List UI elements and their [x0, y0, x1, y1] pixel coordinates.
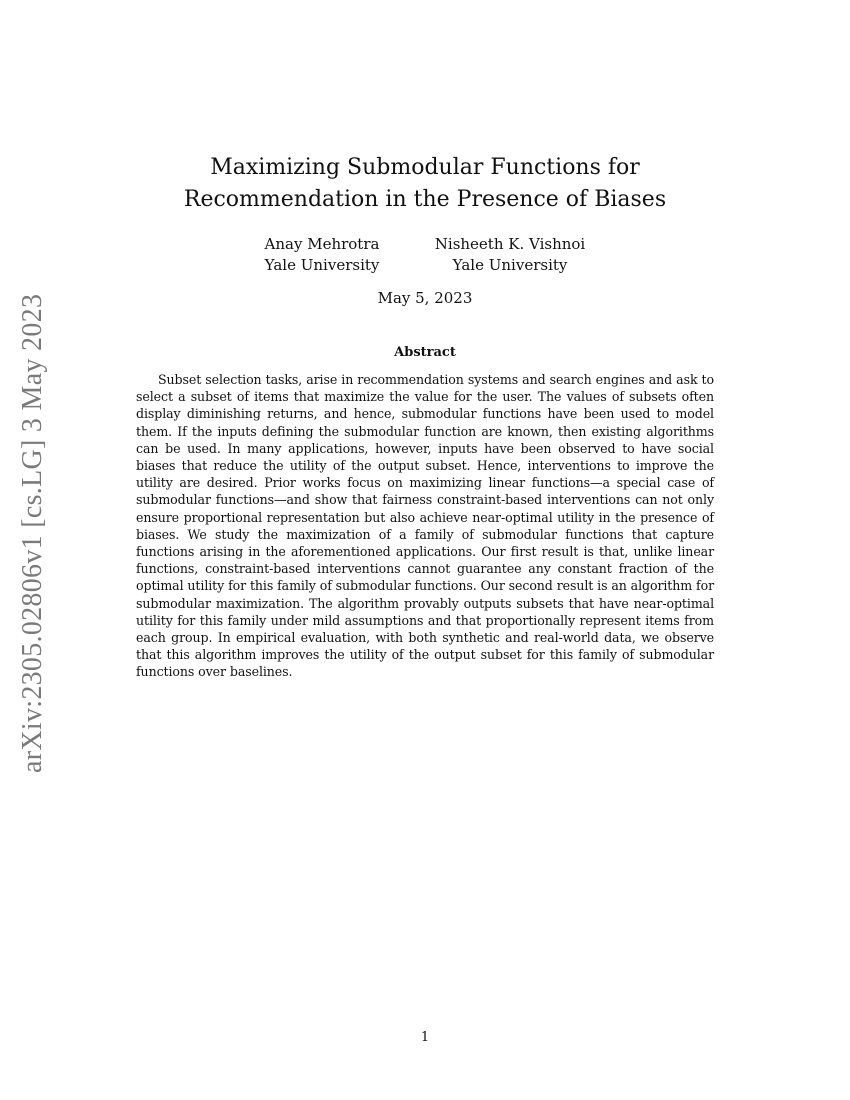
abstract-heading: Abstract	[394, 345, 456, 360]
paper-title-line-2: Recommendation in the Presence of Biases	[183, 187, 667, 212]
author-block	[0, 234, 850, 274]
author-1-name: Anay Mehrotra	[264, 235, 380, 253]
paper-title	[100, 152, 750, 216]
author-1-affiliation: Yale University	[264, 256, 380, 274]
page-number: 1	[420, 1030, 430, 1045]
abstract-body: Subset selection tasks, arise in recommendation systems and search engines and ask to select a subset of items that maximize the value for the user. The values of subsets often display diminishing returns, and hence, submodular functions have been used to model them. If the inputs defining the submodular function are known, then existing algorithms can be used. In many applications, however, inputs have been observed to have social biases that reduce the utility of the output subset. Hence, interventions to improve the utility are desired. Prior works focus on maximizing linear functions—a special case of submodular functions—and show that fairness constraint-based interventions can not only ensure proportional representation but also achieve near-optimal utility in the presence of biases. We study the maximization of a family of submodular functions that capture functions arising in the aforementioned applications. Our first result is that, unlike linear functions, constraint-based interventions cannot guarantee any constant fraction of the optimal utility for this family of submodular functions. Our second result is an algorithm for submodular maximization. The algorithm provably outputs subsets that have near-optimal utility for this family under mild assumptions and that proportionally represent items from each group. In empirical evaluation, with both synthetic and real-world data, we observe that this algorithm improves the utility of the output subset for this family of submodular functions over baselines.	[136, 372, 714, 680]
publication-date: May 5, 2023	[377, 289, 473, 307]
author-2-name: Nisheeth K. Vishnoi	[434, 235, 586, 253]
arxiv-identifier-text: arXiv:2305.02806v1 [cs.LG] 3 May 2023	[17, 293, 48, 773]
author-2-affiliation: Yale University	[452, 256, 568, 274]
author-1	[246, 234, 398, 276]
author-2	[425, 234, 595, 276]
paper-title-line-1: Maximizing Submodular Functions for	[210, 155, 640, 180]
